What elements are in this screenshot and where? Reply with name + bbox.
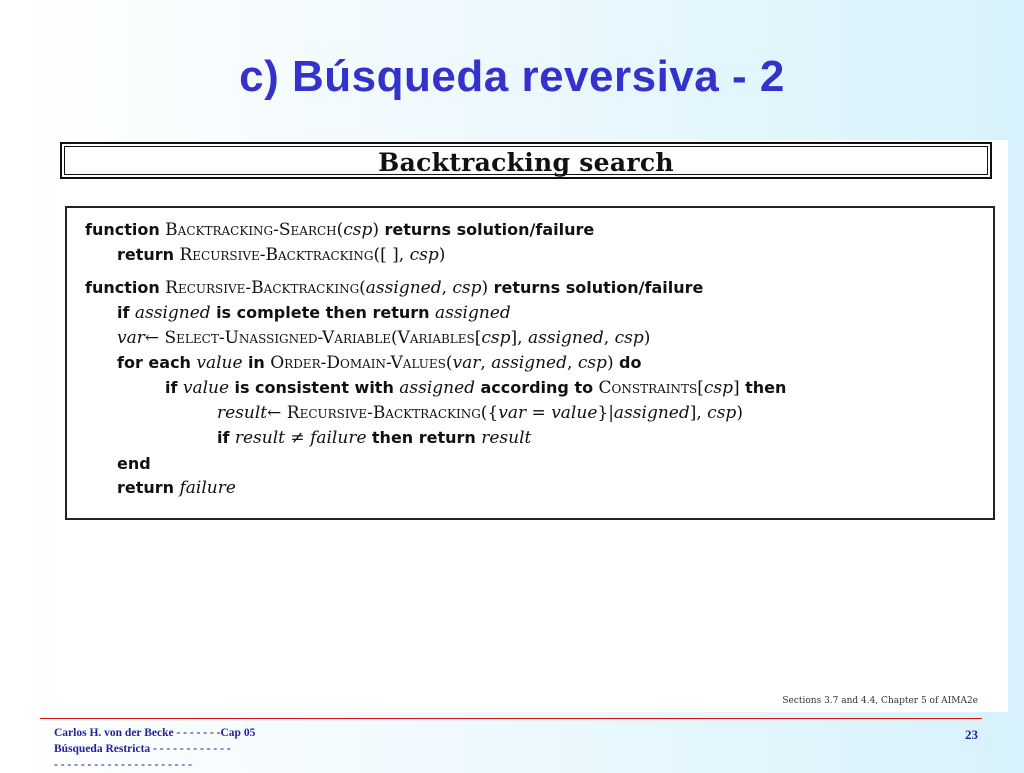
- page-number: 23: [965, 727, 978, 742]
- pseudocode-line-2: [117, 245, 445, 265]
- punctuation: ): [736, 403, 743, 423]
- keyword: in: [247, 353, 265, 372]
- keyword: function: [85, 278, 160, 297]
- argument: csp: [481, 328, 511, 348]
- argument: csp: [707, 403, 737, 423]
- keyword: according to: [480, 378, 594, 397]
- variable: result: [234, 428, 285, 448]
- variable: value: [196, 353, 243, 373]
- keyword: do: [619, 353, 642, 372]
- argument: var: [452, 353, 481, 373]
- footer-line-topic: Búsqueda Restricta - - - - - - - - - - - -: [54, 743, 231, 755]
- argument: assigned: [365, 278, 442, 298]
- pseudocode-line-8: [217, 403, 743, 423]
- keyword: then: [745, 378, 787, 397]
- keyword: if: [117, 303, 130, 322]
- function-name: Constraints[: [598, 378, 704, 398]
- footer-line-dashes: - - - - - - - - - - - - - - - - - - - - -: [54, 759, 192, 771]
- keyword: end: [117, 454, 151, 473]
- argument: assigned: [399, 378, 476, 398]
- function-name: Order-Domain-Values(: [270, 353, 453, 373]
- argument: assigned: [434, 303, 511, 323]
- variable: value: [551, 403, 598, 423]
- punctuation: ): [372, 220, 380, 240]
- not-equal-sign: ≠: [290, 428, 305, 448]
- footer-line-author: Carlos H. von der Becke - - - - - - -Cap 05: [54, 727, 256, 739]
- function-name: Recursive-Backtracking(: [165, 278, 366, 298]
- pseudocode-line-7: [165, 378, 786, 398]
- footer-divider: [40, 718, 982, 719]
- punctuation: ,: [567, 353, 573, 373]
- argument: csp: [409, 245, 439, 265]
- argument: assigned: [527, 328, 604, 348]
- assign-arrow: ←: [144, 328, 160, 348]
- variable: var: [498, 403, 527, 423]
- keyword: is complete then return: [216, 303, 430, 322]
- pseudocode-line-10: [117, 454, 151, 474]
- pseudocode-line-1: [85, 220, 594, 240]
- figure-heading: Backtracking search: [64, 146, 988, 175]
- pseudocode-line-5: [117, 328, 650, 348]
- punctuation: ],: [689, 403, 702, 423]
- argument: assigned: [134, 303, 211, 323]
- keyword: function: [85, 220, 160, 239]
- variable: failure: [179, 478, 236, 498]
- figure-heading-box: [60, 142, 992, 179]
- punctuation: ,: [603, 328, 610, 348]
- punctuation: ],: [510, 328, 523, 348]
- keyword: then return: [371, 428, 476, 447]
- pseudocode-line-6: [117, 353, 641, 373]
- pseudocode-line-4: [117, 303, 511, 323]
- pseudocode-box: [65, 206, 995, 520]
- punctuation: ): [643, 328, 651, 348]
- argument: csp: [703, 378, 734, 398]
- variable: value: [182, 378, 230, 398]
- function-name: Select-Unassigned-Variable(Variables[: [164, 328, 482, 348]
- keyword: for each: [117, 353, 191, 372]
- punctuation: ]: [733, 378, 740, 398]
- equals-sign: =: [531, 403, 546, 423]
- keyword: if: [217, 428, 230, 447]
- pseudocode-line-11: [117, 478, 236, 498]
- variable: result: [481, 428, 532, 448]
- punctuation: ,: [441, 278, 447, 298]
- punctuation: ,: [480, 353, 486, 373]
- argument: csp: [614, 328, 644, 348]
- keyword: if: [165, 378, 178, 397]
- punctuation: ): [481, 278, 489, 298]
- function-name: Recursive-Backtracking({: [286, 403, 499, 423]
- argument: csp: [577, 353, 607, 373]
- variable: var: [117, 328, 145, 348]
- punctuation: ): [438, 245, 446, 265]
- variable: result: [217, 403, 268, 423]
- footer-text: [54, 725, 374, 773]
- keyword: is consistent with: [234, 378, 394, 397]
- keyword: returns solution/failure: [493, 278, 704, 297]
- argument: assigned: [613, 403, 690, 423]
- keyword: return: [117, 478, 175, 497]
- argument: assigned: [491, 353, 567, 373]
- punctuation: }|: [597, 403, 614, 423]
- pseudocode-line-9: [217, 428, 531, 448]
- variable: failure: [310, 428, 367, 448]
- slide-title: c) Búsqueda reversiva - 2: [239, 52, 785, 101]
- function-name: Recursive-Backtracking([ ],: [179, 245, 405, 265]
- keyword: return: [117, 245, 175, 264]
- argument: csp: [343, 220, 373, 240]
- pseudocode-line-3: [85, 278, 703, 298]
- function-name: Backtracking-Search(: [165, 220, 344, 240]
- algorithm-figure: [57, 140, 1008, 712]
- assign-arrow: ←: [267, 403, 282, 423]
- figure-source-note: Sections 3.7 and 4.4, Chapter 5 of AIMA2e: [782, 696, 978, 706]
- keyword: returns solution/failure: [384, 220, 595, 239]
- punctuation: ): [606, 353, 614, 373]
- argument: csp: [452, 278, 482, 298]
